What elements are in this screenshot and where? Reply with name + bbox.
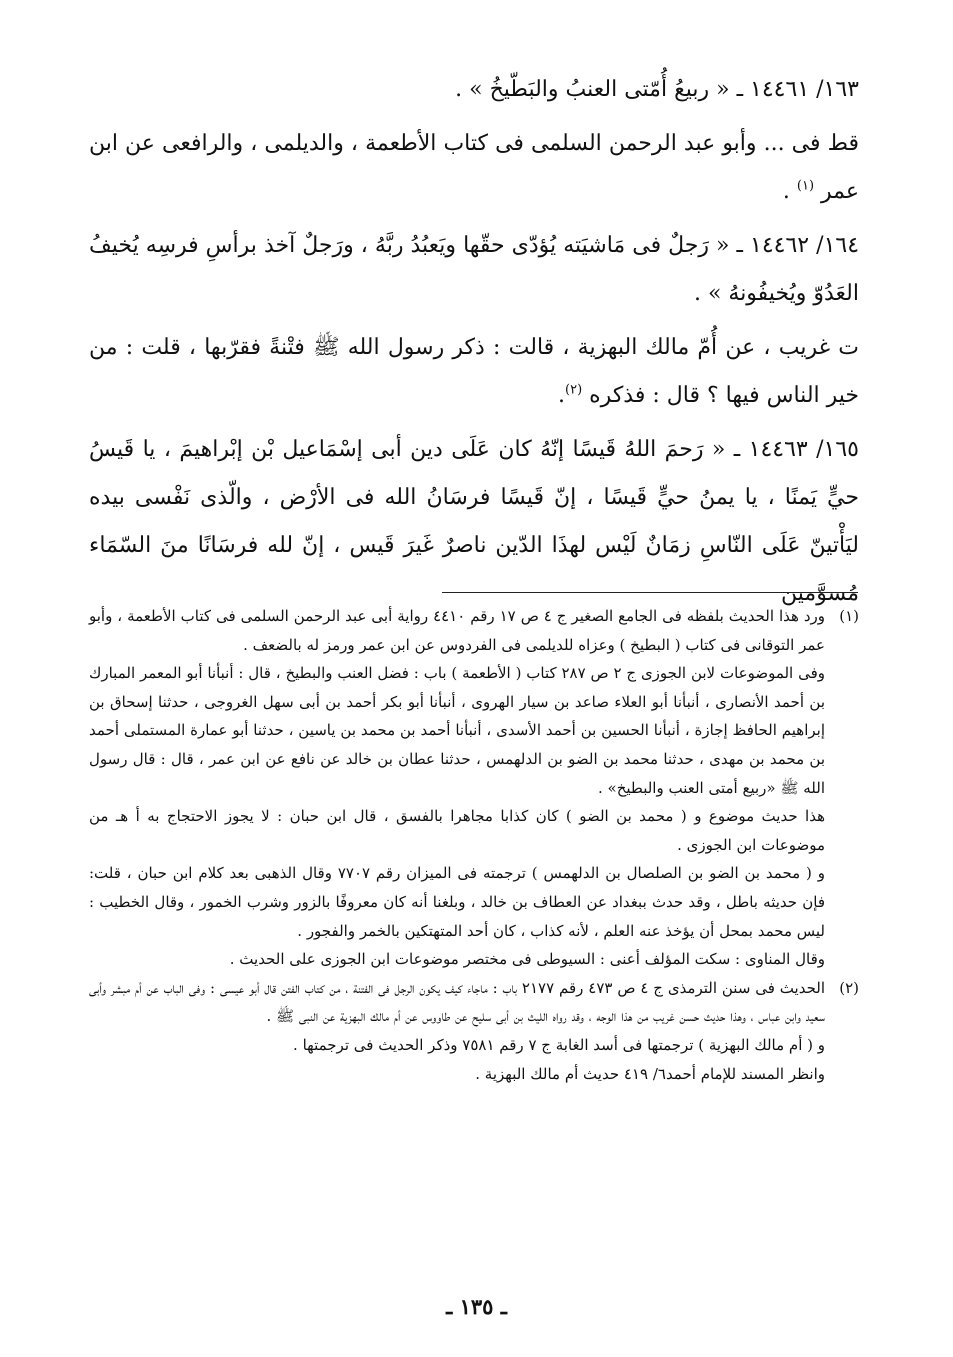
footnote-paragraph: و ( أم مالك البهزية ) ترجمتها فى أسد الغابة ج ٧ رقم ٧٥٨١ وذكر الحديث فى ترجمتها . [293, 1035, 825, 1054]
hadith-164 [89, 222, 859, 318]
footnotes [89, 602, 859, 1088]
footnote-paragraph: وقال المناوى : سكت المؤلف أعنى : السيوطى فى مختصر موضوعات ابن الجوزى على الحديث . [229, 950, 825, 969]
hadith-text: ١٦٤/ ١٤٤٦٢ ـ « رَجلٌ فى مَاشيَته يُؤدّى حقّها ويَعبُدُ ربَّهُ ، ورَجلٌ آخذ برأسِ فرسِه يُخيفُ العَدُوّ ويُخيفُونهُ » . [89, 233, 860, 306]
source-text: قط فى ... وأبو عبد الرحمن السلمى فى كتاب الأطعمة ، والديلمى ، والرافعى عن ابن عمر [89, 131, 859, 204]
page-number: ـ ١٣٥ ـ [446, 1294, 507, 1319]
footnote-divider [442, 592, 858, 593]
source-text: ت غريب ، عن أُمّ مالك البهزية ، قالت : ذكر رسول الله ﷺ فتْنةً فقرّبها ، قلت : من خير الناس فيها ؟ قال : فذكره [89, 335, 859, 408]
hadith-164-source [89, 324, 859, 420]
hadith-text: ١٦٣/ ١٤٤٦١ ـ « ربيعُ أُمّتى العنبُ والبَطّيخُ » . [455, 77, 859, 102]
footnote-body [89, 974, 825, 1088]
hadith-163-source [89, 120, 859, 216]
hadith-165 [89, 426, 859, 618]
footnote-paragraph: وانظر المسند للإمام أحمد٦/ ٤١٩ حديث أم مالك البهزية . [475, 1064, 825, 1083]
footnote-paragraph: وفى الموضوعات لابن الجوزى ج ٢ ص ٢٨٧ كتاب ( الأطعمة ) باب : فضل العنب والبطيخ ، قال : أنبأنا أبو المعمر المبارك بن أحمد الأنصارى ، أنبأنا أبو العلاء صاعد بن سيار الهروى ، أنبأنا أبو بكر أحمد بن أبى سهل الغروجى ، حدثنا إسحاق بن إبراهيم الحافظ إجازة ، أنبأنا الحسين بن أحمد الأسدى ، أنبأنا أحمد بن محمد بن ياسين ، حدثنا أبو عمارة المستملى أحمد بن محمد بن مهدى ، حدثنا محمد بن الضو بن الدلهمس ، حدثنا عطان بن خالد عن نافع عن ابن عمر ، قال : قال رسول الله ﷺ «ربيع أمتى العنب والبطيخ» . [89, 664, 825, 797]
footnote-paragraph: ورد هذا الحديث بلفظه فى الجامع الصغير ج ٤ ص ١٧ رقم ٤٤١٠ رواية أبى عبد الرحمن السلمى فى كتاب الأطعمة ، وأبو عمر التوقانى فى كتاب ( البطيخ ) وعزاه للديلمى فى الفردوس عن ابن عمر ورمز له بالضعف . [89, 607, 826, 654]
source-end: . [782, 179, 797, 204]
footnote-2 [89, 974, 859, 1088]
footnote-number: (١) [839, 607, 859, 625]
hadith-text: ١٦٥/ ١٤٤٦٣ ـ « رَحمَ اللهُ قَيسًا إنّهُ كان عَلَى دين أبى إسْمَاعيل بْن إبْراهيمَ ، يا قَيسُ حيٍّ يَمنًا ، يا يمنُ حيٍّ قَيسًا ، إنّ قَيسًا فرسَانُ الله فى الأرْض ، والّذى نَفْسى بيده ليَأْتينّ عَلَى النّاسِ زمَانٌ لَيْس لهذَا الدّين ناصرٌ غَيرَ قَيس ، إنّ لله فرسَانًا منَ السّمَاء مُسوَّمين [89, 437, 859, 606]
footnote-paragraph: و ( محمد بن الضو بن الصلصال بن الدلهمس ) ترجمته فى الميزان رقم ٧٧٠٧ وقال الذهبى بعد كلام ابن حبان ، قلت: فإن حديثه باطل ، وقد حدث ببغداد عن العطاف بن خالد ، وبلغنا أنه كان معروفًا بالزور وشرب الخمور ، وقال الخطيب : ليس محمد بمحل أن يؤخذ عنه العلم ، لأنه كذاب ، كان أحد المتهتكين بالخمر والفجور . [89, 864, 825, 940]
footnote-paragraph: هذا حديث موضوع و ( محمد بن الضو ) كان كذابا مجاهرا بالفسق ، قال ابن حبان : لا يجوز الاحتجاج به أ هـ من موضوعات ابن الجوزى . [89, 807, 825, 854]
footnote-body [89, 602, 825, 974]
footnote-1 [89, 602, 859, 974]
main-text [89, 66, 859, 624]
footnote-number: (٢) [839, 978, 859, 997]
hadith-163 [89, 66, 859, 114]
footnote-ref-2[interactable]: (٢) [565, 382, 583, 398]
source-end: . [558, 383, 566, 408]
footnote-paragraph: الحديث فى سنن الترمذى ج ٤ ص ٤٧٣ رقم ٢١٧٧ باب : ماجاء كيف يكون الرجل فى الفتنة ، من كتاب الفتن قال أبو عيسى : وفى الباب عن أم مبشر وأبى سعيد وابن عباس ، وهذا حديث حسن غريب من هذا الوجه ، وقد رواه الليث بن أبى سليح عن طاووس عن أم مالك البهزية عن النبى ﷺ . [89, 978, 825, 1026]
footnote-ref-1[interactable]: (١) [796, 178, 815, 194]
